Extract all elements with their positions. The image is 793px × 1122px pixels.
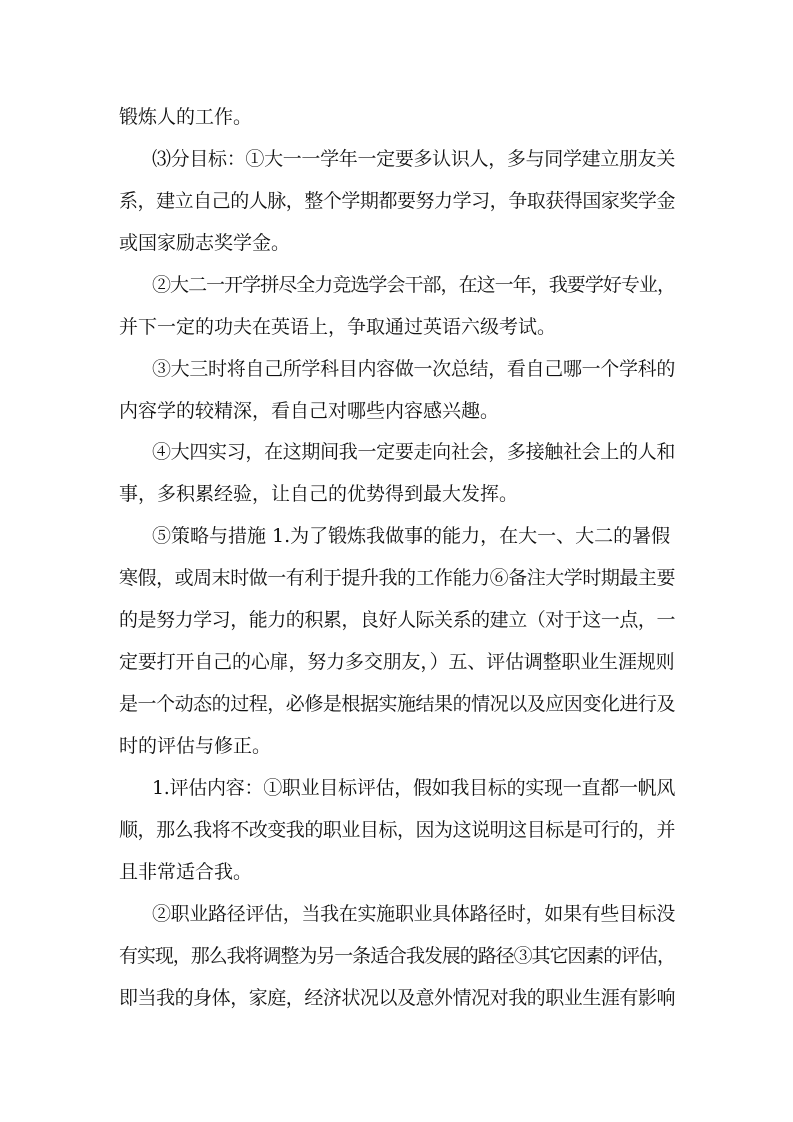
text-line: 时的评估与修正。 bbox=[119, 735, 272, 757]
text-line: 定要打开自己的心扉，努力多交朋友，）五、评估调整职业生涯规则 bbox=[119, 651, 675, 673]
text-line: 是一个动态的过程，必修是根据实施结果的情况以及应因变化进行及 bbox=[119, 693, 675, 715]
text-line: 并下一定的功夫在英语上，争取通过英语六级考试。 bbox=[119, 316, 557, 338]
text-line: 锻炼人的工作。 bbox=[119, 106, 253, 128]
text-line: 即当我的身体，家庭，经济状况以及意外情况对我的职业生涯有影响 bbox=[119, 987, 675, 1009]
text-line: 系，建立自己的人脉，整个学期都要努力学习，争取获得国家奖学金 bbox=[119, 190, 675, 212]
text-line: 的是努力学习，能力的积累，良好人际关系的建立（对于这一点，一 bbox=[119, 609, 675, 631]
text-line: 内容学的较精深，看自己对哪些内容感兴趣。 bbox=[119, 400, 500, 422]
text-line: 或国家励志奖学金。 bbox=[119, 232, 291, 254]
text-line: ⑤策略与措施 1.为了锻炼我做事的能力，在大一、大二的暑假 bbox=[152, 525, 671, 547]
text-line: 寒假，或周末时做一有利于提升我的工作能力⑥备注大学时期最主要 bbox=[119, 567, 675, 589]
text-line: ②职业路径评估，当我在实施职业具体路径时，如果有些目标没 bbox=[152, 903, 676, 925]
text-line: ⑶分目标：①大一一学年一定要多认识人，多与同学建立朋友关 bbox=[152, 148, 676, 170]
text-line: 1.评估内容：①职业目标评估，假如我目标的实现一直都一帆风 bbox=[152, 777, 676, 799]
text-line: ②大二一开学拼尽全力竞选学会干部，在这一年，我要学好专业， bbox=[152, 274, 675, 296]
text-line: 事，多积累经验，让自己的优势得到最大发挥。 bbox=[119, 483, 519, 505]
text-line: 有实现，那么我将调整为另一条适合我发展的路径③其它因素的评估， bbox=[119, 945, 675, 967]
text-line: 且非常适合我。 bbox=[119, 861, 253, 883]
text-line: 顺，那么我将不改变我的职业目标，因为这说明这目标是可行的，并 bbox=[119, 819, 675, 841]
text-line: ③大三时将自己所学科目内容做一次总结，看自己哪一个学科的 bbox=[152, 358, 676, 380]
text-line: ④大四实习，在这期间我一定要走向社会，多接触社会上的人和 bbox=[152, 441, 676, 463]
